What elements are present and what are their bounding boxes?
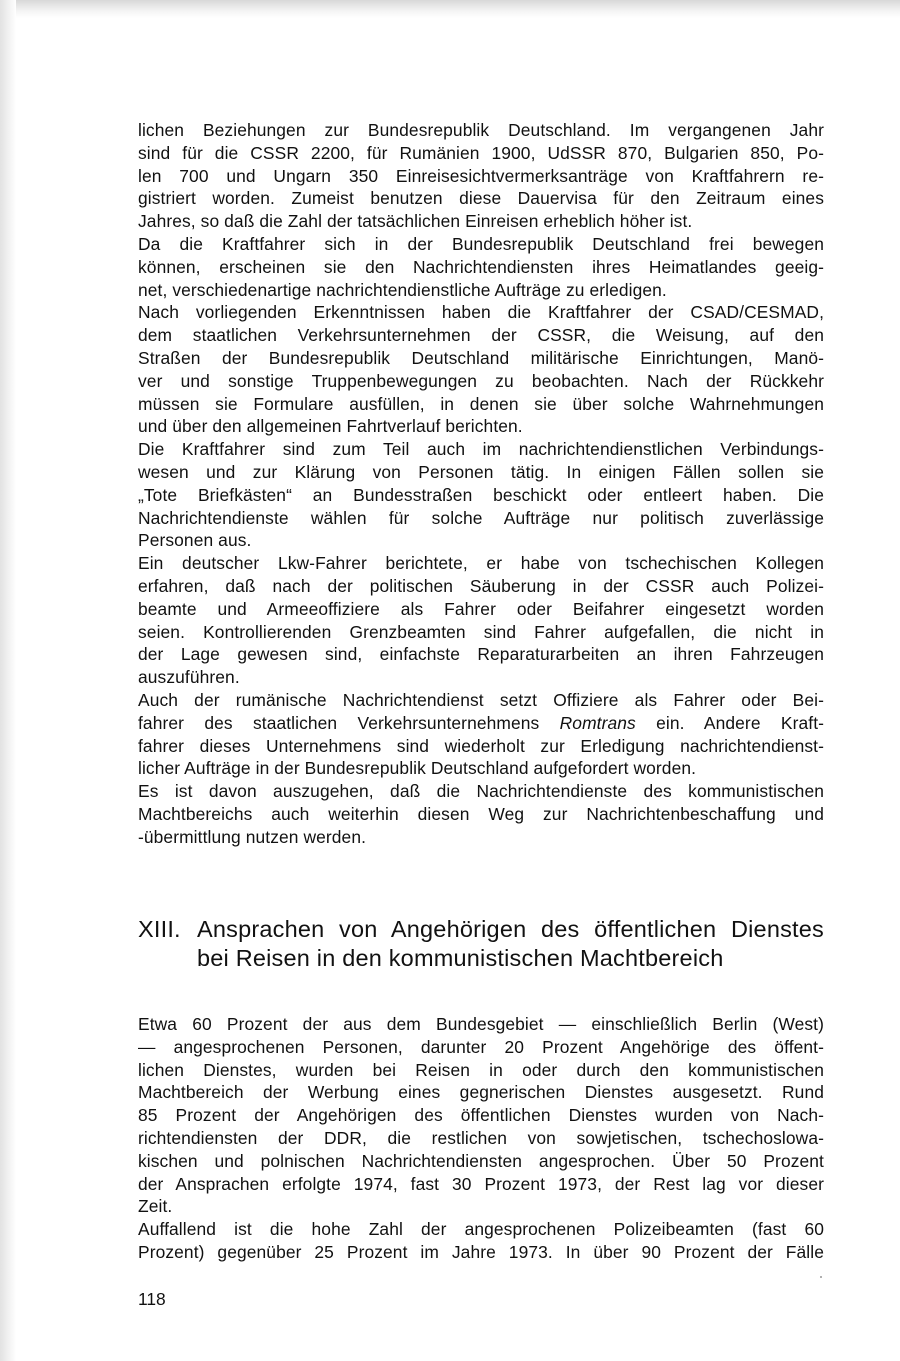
paragraph [138, 233, 824, 301]
paragraph [138, 119, 824, 233]
paragraph [138, 1218, 824, 1264]
text-line [138, 712, 824, 735]
text-line: Auch der rumänische Nachrichtendienst setzt Offiziere als Fahrer oder Bei- [138, 689, 824, 710]
text-line: müssen sie Formulare ausfüllen, in denen sie über solche Wahrnehmungen [138, 393, 824, 414]
text-line: Da die Kraftfahrer sich in der Bundesrepublik Deutschland frei bewegen [138, 233, 824, 254]
text-line: lichen Beziehungen zur Bundesrepublik Deutschland. Im vergangenen Jahr [138, 120, 824, 140]
company-name-italic: Romtrans [559, 712, 636, 733]
text-line: können, erscheinen sie den Nachrichtendiensten ihres Heimatlandes geeig- [138, 256, 824, 277]
text-line: „Tote Briefkästen“ an Bundesstraßen beschickt oder entleert haben. Die [138, 484, 824, 505]
text-line: Nachrichtendienste wählen für solche Aufträge nur politisch zuverlässige [138, 507, 824, 528]
text-line: Etwa 60 Prozent der aus dem Bundesgebiet — einschließlich Berlin (West) [138, 1014, 824, 1034]
text-line: richtendiensten der DDR, die restlichen von sowjetischen, tschechoslowa- [138, 1127, 824, 1148]
section-title-line: bei Reisen in den kommunistischen Machtbereich [197, 945, 724, 971]
paragraph [138, 301, 824, 438]
body-text-section-2 [138, 1013, 824, 1264]
paragraph [138, 780, 824, 848]
text-line: 85 Prozent der Angehörigen des öffentlichen Dienstes wurden von Nach- [138, 1105, 824, 1126]
text-line: -übermittlung nutzen werden. [138, 826, 367, 847]
text-line: der Ansprachen erfolgte 1974, fast 30 Prozent 1973, der Rest lag vor dieser [138, 1173, 824, 1194]
page-edge-shadow-top [0, 0, 900, 18]
text-line: kischen und polnischen Nachrichtendiensten angesprochen. Über 50 Prozent [138, 1150, 824, 1171]
page-edge-shadow-left [0, 0, 16, 1361]
paragraph [138, 1013, 824, 1218]
text-line: Es ist davon auszugehen, daß die Nachrichtendienste des kommunistischen [138, 781, 824, 802]
text-line: Die Kraftfahrer sind zum Teil auch im nachrichtendienstlichen Verbindungs- [138, 439, 824, 460]
page-number: 118 [138, 1289, 166, 1309]
text-line: seien. Kontrollierenden Grenzbeamten sind Fahrer aufgefallen, die nicht in [138, 621, 824, 642]
text-line: licher Aufträge in der Bundesrepublik Deutschland aufgefordert worden. [138, 758, 697, 779]
text-line: lichen Dienstes, wurden bei Reisen in oder durch den kommunistischen [138, 1059, 824, 1080]
text-line: sind für die CSSR 2200, für Rumänien 1900, UdSSR 870, Bulgarien 850, Po- [138, 142, 824, 163]
text-line: Ein deutscher Lkw-Fahrer berichtete, er habe von tschechischen Kollegen [138, 553, 824, 574]
text-segment: ein. Andere Kraft- [656, 712, 825, 733]
text-line: len 700 und Ungarn 350 Einreisesichtvermerksanträge von Kraftfahrern re- [138, 165, 824, 186]
text-line: Personen aus. [138, 530, 252, 551]
paragraph [138, 438, 824, 552]
text-line: Machtbereich der Werbung eines gegnerischen Dienstes ausgesetzt. Rund [138, 1082, 824, 1103]
section-number: XIII. [138, 916, 181, 942]
text-line: beamte und Armeeoffiziere als Fahrer oder Beifahrer eingesetzt worden [138, 598, 824, 619]
text-line: Jahres, so daß die Zahl der tatsächlichen Einreisen erheblich höher ist. [138, 211, 693, 232]
text-line: Zeit. [138, 1196, 173, 1217]
text-line: auszuführen. [138, 667, 240, 688]
text-line: Machtbereichs auch weiterhin diesen Weg zur Nachrichtenbeschaffung und [138, 803, 824, 824]
text-line: gistriert worden. Zumeist benutzen diese Dauervisa für den Zeitraum eines [138, 188, 824, 209]
text-line: erfahren, daß nach der politischen Säuberung in der CSSR auch Polizei- [138, 575, 824, 596]
text-line: Nach vorliegenden Erkenntnissen haben die Kraftfahrer der CSAD/CESMAD, [138, 302, 824, 323]
scan-speck [820, 1276, 822, 1278]
paragraph-romtrans [138, 689, 824, 780]
text-line: Prozent) gegenüber 25 Prozent im Jahre 1973. In über 90 Prozent der Fälle [138, 1241, 824, 1262]
text-line: Straßen der Bundesrepublik Deutschland militärische Einrichtungen, Manö- [138, 347, 824, 368]
section-title-line: Ansprachen von Angehörigen des öffentlichen Dienstes [197, 916, 824, 942]
text-line: ver und sonstige Truppenbewegungen zu beobachten. Nach der Rückkehr [138, 370, 824, 391]
text-line: und über den allgemeinen Fahrtverlauf berichten. [138, 416, 523, 437]
text-line: — angesprochenen Personen, darunter 20 Prozent Angehörige des öffent- [138, 1036, 824, 1057]
body-text-section-1 [138, 119, 824, 849]
text-line: net, verschiedenartige nachrichtendienstliche Aufträge zu erledigen. [138, 279, 667, 300]
text-line: Auffallend ist die hohe Zahl der angesprochenen Polizeibeamten (fast 60 [138, 1219, 824, 1240]
text-line: der Lage gewesen sind, einfachste Reparaturarbeiten an ihren Fahrzeugen [138, 644, 824, 665]
text-line: fahrer dieses Unternehmens sind wiederholt zur Erledigung nachrichtendienst- [138, 735, 824, 756]
section-title [197, 915, 824, 973]
text-segment: fahrer des staatlichen Verkehrsunternehmens [138, 712, 540, 733]
paragraph [138, 552, 824, 689]
text-line: wesen und zur Klärung von Personen tätig. In einigen Fällen sollen sie [138, 461, 824, 482]
text-line: dem staatlichen Verkehrsunternehmen der CSSR, die Weisung, auf den [138, 325, 824, 346]
